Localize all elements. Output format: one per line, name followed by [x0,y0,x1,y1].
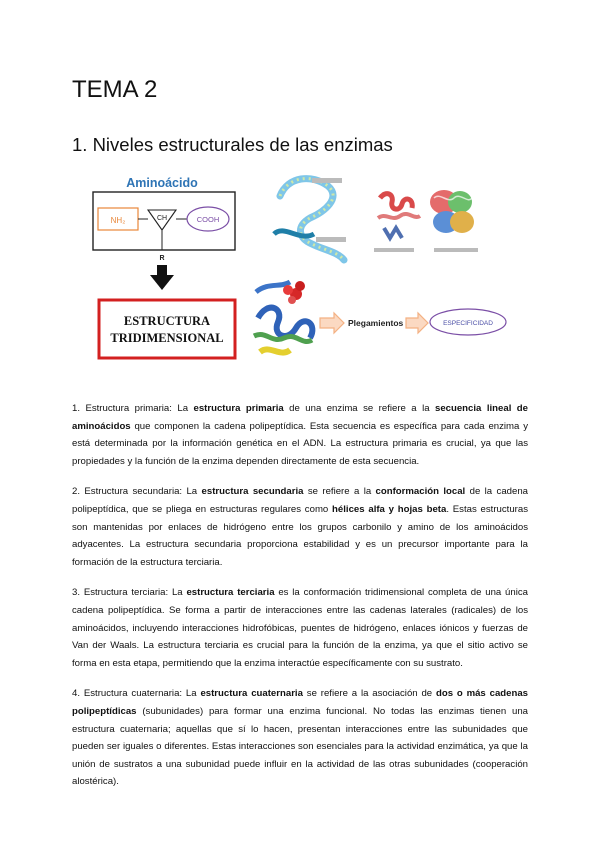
section-heading: 1. Niveles estructurales de las enzimas [72,134,393,155]
primary-secondary-structure-illustration [274,178,346,260]
r-label: R [159,255,165,262]
paragraph-quaternary-structure: 4. Estructura cuaternaria: La estructura cuaternaria se refiere a la asociación de dos o más cadenas polipeptídicas (subunidades) para formar una enzima funcional. No todas las enzimas tienen una estructura cuaternaria; aquellas que sí lo hacen, presentan interacciones entre las subunidades que pueden ser iguales o diferentes. Estas interacciones son esenciales para la actividad enzimática, ya que la unión de sustratos a una subunidad puede influir en la actividad de las otras subunidades (cooperación alostérica). [72,688,529,788]
body-paragraphs [72,400,528,804]
paragraph-secondary-structure: 2. Estructura secundaria: La estructura secundaria se refiere a la conformación local de la cadena polipeptídica, que se pliega en estructuras regulares como hélices alfa y hojas beta. Estas estructuras son mantenidas por enlaces de hidrógeno entre los grupos carbonilo y amino de los aminoácidos adyacentes. La estructura secundaria proporciona estabilidad y es un precursor importante para la formación de la estructura terciaria. [72,486,528,568]
structure-line1: ESTRUCTURA [123,314,211,328]
aminoacid-label: Aminoácido [126,176,198,190]
page-title: TEMA 2 [72,76,158,103]
enzyme-structure-figure [88,168,528,388]
paragraph-tertiary-structure: 3. Estructura terciaria: La estructura terciaria es la conformación tridimensional completa de una única cadena polipeptídica. Se forma a partir de interacciones entre las cadenas laterales (radicales) de los aminoácidos, incluyendo interacciones hidrofóbicas, puentes de hidrógeno, enlaces iónicos y fuerzas de Van der Waals. La estructura terciaria es crucial para la función de la enzima, ya que el sitio activo se forma en esta etapa, permitiendo que la enzima interactúe específicamente con su sustrato. [72,587,528,669]
arrow-right-icon [320,313,344,333]
down-arrow-icon [150,265,174,290]
ch-label: CH [156,215,168,222]
enzyme-3d-illustration [254,281,312,353]
paragraph-primary-structure: 1. Estructura primaria: La estructura primaria de una enzima se refiere a la secuencia lineal de aminoácidos que componen la cadena polipeptídica. Esta secuencia es específica para cada enzima y está determinada por la información genética en el ADN. La estructura primaria es crucial, ya que las propiedades y la función de la enzima dependen directamente de esta secuencia. [72,403,528,467]
tertiary-structure-illustration [374,194,420,252]
quaternary-structure-illustration [430,190,478,252]
structure-box [99,300,235,358]
folding-label: Plegamientos [348,318,404,328]
nh2-label: NH₂ [110,216,126,225]
cooh-label: COOH [196,215,220,224]
structure-line2: TRIDIMENSIONAL [110,331,224,345]
specificity-label: ESPECIFICIDAD [443,320,493,327]
arrow-right-icon-2 [406,313,428,333]
